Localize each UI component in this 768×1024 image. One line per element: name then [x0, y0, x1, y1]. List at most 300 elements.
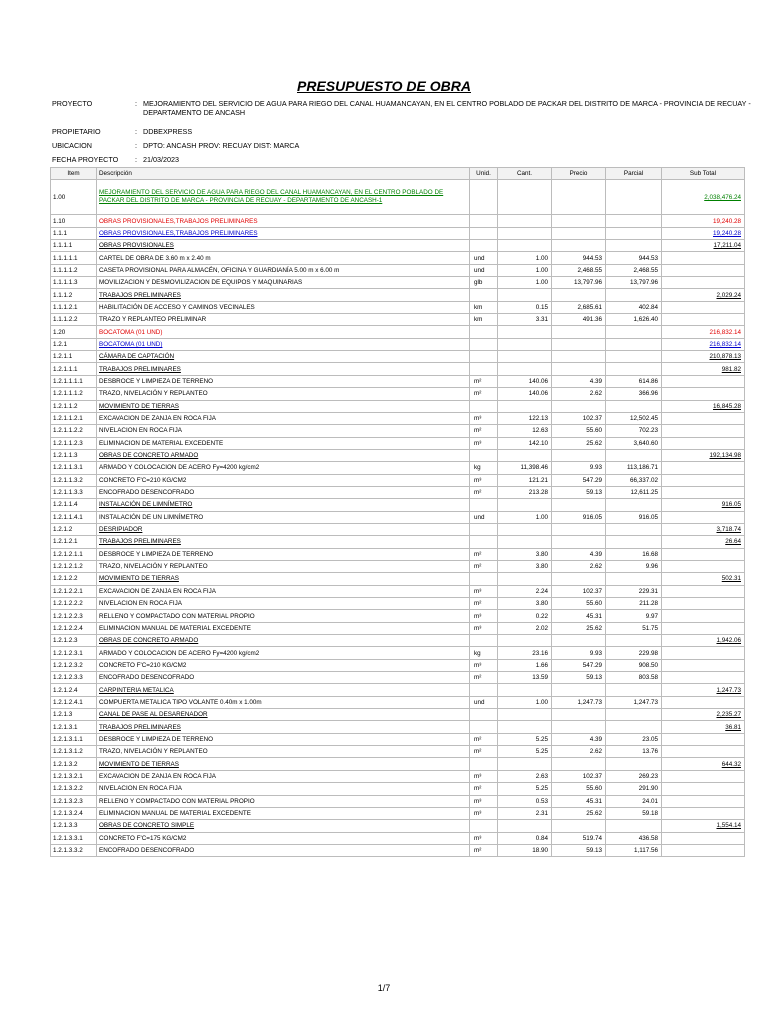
- cell-quantity: [498, 338, 552, 350]
- cell-item: 1.2.1.1.4.1: [51, 511, 97, 523]
- meta-label: FECHA PROYECTO: [52, 155, 119, 164]
- cell-unit: [470, 635, 498, 647]
- document-title: PRESUPUESTO DE OBRA: [297, 78, 471, 94]
- table-row: [51, 820, 745, 832]
- table-row: [51, 844, 745, 856]
- cell-price: [552, 400, 606, 412]
- header-description: Descripción: [97, 168, 470, 180]
- cell-unit: [470, 400, 498, 412]
- table-row: [51, 301, 745, 313]
- cell-partial: [606, 573, 662, 585]
- cell-partial: [606, 215, 662, 227]
- cell-description: NIVELACION EN ROCA FIJA: [97, 598, 470, 610]
- table-row: [51, 610, 745, 622]
- cell-subtotal: [662, 585, 745, 597]
- cell-quantity: 23.16: [498, 647, 552, 659]
- meta-colon: :: [135, 155, 137, 164]
- cell-quantity: [498, 289, 552, 301]
- cell-subtotal: [662, 659, 745, 671]
- cell-price: [552, 758, 606, 770]
- cell-quantity: [498, 180, 552, 215]
- cell-unit: [470, 338, 498, 350]
- cell-price: 102.37: [552, 585, 606, 597]
- cell-description: TRAZO Y REPLANTEO PRELIMINAR: [97, 314, 470, 326]
- cell-partial: 59.18: [606, 807, 662, 819]
- cell-subtotal: 216,832.14: [662, 326, 745, 338]
- cell-item: 1.1.1.1.2: [51, 264, 97, 276]
- cell-description: CÁMARA DE CAPTACIÓN: [97, 351, 470, 363]
- meta-label: PROPIETARIO: [52, 127, 101, 136]
- cell-quantity: 2.31: [498, 807, 552, 819]
- cell-subtotal: 26.64: [662, 536, 745, 548]
- table-row: [51, 733, 745, 745]
- cell-quantity: 3.80: [498, 560, 552, 572]
- cell-item: 1.2.1.3.2.1: [51, 770, 97, 782]
- cell-partial: [606, 363, 662, 375]
- cell-quantity: 140.06: [498, 388, 552, 400]
- table-row: [51, 363, 745, 375]
- cell-subtotal: [662, 548, 745, 560]
- table-row: [51, 437, 745, 449]
- cell-price: [552, 338, 606, 350]
- cell-unit: [470, 499, 498, 511]
- cell-unit: [470, 227, 498, 239]
- cell-description: CONCRETO F'C=210 KG/CM2: [97, 474, 470, 486]
- cell-subtotal: [662, 733, 745, 745]
- cell-subtotal: [662, 301, 745, 313]
- cell-description: NIVELACION EN ROCA FIJA: [97, 783, 470, 795]
- cell-unit: [470, 820, 498, 832]
- cell-partial: [606, 523, 662, 535]
- table-row: [51, 486, 745, 498]
- cell-unit: [470, 758, 498, 770]
- cell-price: 2.62: [552, 746, 606, 758]
- cell-subtotal: [662, 277, 745, 289]
- cell-partial: [606, 635, 662, 647]
- cell-price: [552, 709, 606, 721]
- header-price: Precio: [552, 168, 606, 180]
- table-row: [51, 560, 745, 572]
- cell-item: 1.2.1.1.2.3: [51, 437, 97, 449]
- cell-unit: m²: [470, 598, 498, 610]
- cell-description: MOVIMIENTO DE TIERRAS: [97, 400, 470, 412]
- cell-price: 9.93: [552, 462, 606, 474]
- cell-unit: m²: [470, 844, 498, 856]
- cell-quantity: 0.22: [498, 610, 552, 622]
- cell-item: 1.2.1.2.3: [51, 635, 97, 647]
- cell-description: ENCOFRADO DESENCOFRADO: [97, 844, 470, 856]
- cell-item: 1.2.1.2.2.4: [51, 622, 97, 634]
- cell-description: CARPINTERIA METALICA: [97, 684, 470, 696]
- table-row: [51, 277, 745, 289]
- cell-partial: 2,468.55: [606, 264, 662, 276]
- cell-unit: [470, 449, 498, 461]
- cell-subtotal: [662, 770, 745, 782]
- cell-partial: [606, 721, 662, 733]
- cell-quantity: 1.00: [498, 511, 552, 523]
- table-row: [51, 425, 745, 437]
- cell-unit: und: [470, 252, 498, 264]
- budget-table: [50, 167, 745, 857]
- table-row: [51, 635, 745, 647]
- cell-description: CONCRETO F'C=210 KG/CM2: [97, 659, 470, 671]
- cell-subtotal: [662, 560, 745, 572]
- cell-price: [552, 180, 606, 215]
- cell-subtotal: 19,240.28: [662, 227, 745, 239]
- cell-item: 1.1.1.2.1: [51, 301, 97, 313]
- cell-partial: 24.01: [606, 795, 662, 807]
- cell-partial: [606, 180, 662, 215]
- cell-subtotal: 2,235.27: [662, 709, 745, 721]
- cell-unit: m²: [470, 733, 498, 745]
- page-number: 1/7: [377, 983, 391, 993]
- cell-partial: 944.53: [606, 252, 662, 264]
- cell-price: 59.13: [552, 844, 606, 856]
- cell-description: ARMADO Y COLOCACION DE ACERO Fy=4200 kg/cm2: [97, 462, 470, 474]
- cell-subtotal: [662, 252, 745, 264]
- table-row: [51, 351, 745, 363]
- cell-unit: m³: [470, 807, 498, 819]
- cell-item: 1.2.1.1.2: [51, 400, 97, 412]
- cell-quantity: 13.59: [498, 672, 552, 684]
- cell-price: 55.60: [552, 598, 606, 610]
- cell-quantity: 140.06: [498, 375, 552, 387]
- cell-quantity: [498, 536, 552, 548]
- cell-price: 944.53: [552, 252, 606, 264]
- cell-item: 1.00: [51, 180, 97, 215]
- cell-description: OBRAS PROVISIONALES,TRABAJOS PRELIMINARES: [97, 215, 470, 227]
- cell-quantity: 1.00: [498, 277, 552, 289]
- cell-partial: 66,337.02: [606, 474, 662, 486]
- cell-subtotal: 981.82: [662, 363, 745, 375]
- cell-price: 2.62: [552, 388, 606, 400]
- cell-unit: m²: [470, 486, 498, 498]
- cell-quantity: [498, 721, 552, 733]
- cell-unit: m²: [470, 425, 498, 437]
- cell-item: 1.2.1.2.1.2: [51, 560, 97, 572]
- cell-partial: 402.84: [606, 301, 662, 313]
- cell-unit: m³: [470, 622, 498, 634]
- cell-subtotal: [662, 462, 745, 474]
- cell-quantity: 142.10: [498, 437, 552, 449]
- cell-price: [552, 499, 606, 511]
- cell-partial: 16.68: [606, 548, 662, 560]
- cell-partial: 229.98: [606, 647, 662, 659]
- cell-partial: [606, 326, 662, 338]
- cell-item: 1.2.1.1.4: [51, 499, 97, 511]
- table-row: [51, 598, 745, 610]
- cell-unit: m²: [470, 560, 498, 572]
- cell-unit: km: [470, 301, 498, 313]
- cell-unit: [470, 684, 498, 696]
- header-subtotal: Sub Total: [662, 168, 745, 180]
- cell-unit: [470, 721, 498, 733]
- cell-partial: 9.97: [606, 610, 662, 622]
- cell-description: TRAZO, NIVELACIÓN Y REPLANTEO: [97, 746, 470, 758]
- cell-price: 519.74: [552, 832, 606, 844]
- cell-description: TRAZO, NIVELACIÓN Y REPLANTEO: [97, 388, 470, 400]
- cell-subtotal: 210,878.13: [662, 351, 745, 363]
- cell-price: [552, 227, 606, 239]
- cell-description: INSTALACIÓN DE LIMNÍMETRO: [97, 499, 470, 511]
- cell-price: [552, 721, 606, 733]
- cell-subtotal: 216,832.14: [662, 338, 745, 350]
- table-row: [51, 659, 745, 671]
- cell-description: CONCRETO F'C=175 KG/CM2: [97, 832, 470, 844]
- cell-price: 547.29: [552, 659, 606, 671]
- cell-subtotal: 644.32: [662, 758, 745, 770]
- cell-quantity: [498, 523, 552, 535]
- cell-item: 1.2.1.2: [51, 523, 97, 535]
- cell-subtotal: [662, 622, 745, 634]
- cell-description: ENCOFRADO DESENCOFRADO: [97, 672, 470, 684]
- cell-item: 1.2.1.3.1.2: [51, 746, 97, 758]
- cell-subtotal: 916.05: [662, 499, 745, 511]
- cell-subtotal: 1,247.73: [662, 684, 745, 696]
- cell-partial: 211.28: [606, 598, 662, 610]
- table-row: [51, 499, 745, 511]
- cell-subtotal: [662, 486, 745, 498]
- cell-partial: 269.23: [606, 770, 662, 782]
- cell-quantity: 1.00: [498, 252, 552, 264]
- cell-item: 1.2.1.2.2.2: [51, 598, 97, 610]
- table-row: [51, 252, 745, 264]
- meta-colon: :: [135, 127, 137, 136]
- cell-quantity: 2.24: [498, 585, 552, 597]
- cell-item: 1.2.1.3: [51, 709, 97, 721]
- cell-subtotal: 1,942.06: [662, 635, 745, 647]
- cell-price: 25.62: [552, 622, 606, 634]
- cell-partial: [606, 351, 662, 363]
- cell-partial: [606, 758, 662, 770]
- table-row: [51, 180, 745, 215]
- header-quantity: Cant.: [498, 168, 552, 180]
- cell-partial: 51.75: [606, 622, 662, 634]
- cell-item: 1.2.1.3.2.2: [51, 783, 97, 795]
- cell-price: 4.39: [552, 375, 606, 387]
- cell-description: OBRAS PROVISIONALES,TRABAJOS PRELIMINARES: [97, 227, 470, 239]
- cell-item: 1.2.1.1.3.2: [51, 474, 97, 486]
- cell-subtotal: [662, 598, 745, 610]
- cell-partial: [606, 289, 662, 301]
- cell-item: 1.1.1.1: [51, 240, 97, 252]
- cell-description: BOCATOMA (01 UND): [97, 326, 470, 338]
- cell-subtotal: [662, 647, 745, 659]
- cell-quantity: [498, 573, 552, 585]
- cell-description: OBRAS DE CONCRETO ARMADO: [97, 635, 470, 647]
- cell-price: 25.62: [552, 807, 606, 819]
- cell-unit: km: [470, 314, 498, 326]
- cell-subtotal: [662, 437, 745, 449]
- table-row: [51, 474, 745, 486]
- cell-unit: m²: [470, 672, 498, 684]
- cell-description: CASETA PROVISIONAL PARA ALMACÉN, OFICINA Y GUARDIANÍA 5.00 m x 6.00 m: [97, 264, 470, 276]
- cell-unit: [470, 351, 498, 363]
- cell-quantity: 213.28: [498, 486, 552, 498]
- cell-description: CARTEL DE OBRA DE 3.60 m x 2.40 m: [97, 252, 470, 264]
- cell-item: 1.2.1.2.4: [51, 684, 97, 696]
- cell-subtotal: [662, 696, 745, 708]
- cell-subtotal: [662, 746, 745, 758]
- table-row: [51, 696, 745, 708]
- meta-colon: :: [135, 99, 137, 108]
- cell-quantity: 0.84: [498, 832, 552, 844]
- cell-quantity: 11,398.46: [498, 462, 552, 474]
- cell-description: OBRAS PROVISIONALES: [97, 240, 470, 252]
- cell-price: 55.60: [552, 425, 606, 437]
- cell-price: 102.37: [552, 412, 606, 424]
- cell-quantity: [498, 499, 552, 511]
- table-row: [51, 536, 745, 548]
- cell-subtotal: 502.31: [662, 573, 745, 585]
- cell-unit: m³: [470, 659, 498, 671]
- cell-unit: m²: [470, 783, 498, 795]
- cell-unit: [470, 215, 498, 227]
- cell-price: 4.39: [552, 733, 606, 745]
- cell-price: 45.31: [552, 610, 606, 622]
- cell-partial: 916.05: [606, 511, 662, 523]
- cell-partial: 702.23: [606, 425, 662, 437]
- table-row: [51, 746, 745, 758]
- cell-partial: [606, 499, 662, 511]
- table-row: [51, 585, 745, 597]
- cell-item: 1.1.1.2: [51, 289, 97, 301]
- table-row: [51, 672, 745, 684]
- cell-subtotal: [662, 783, 745, 795]
- table-row: [51, 240, 745, 252]
- cell-quantity: [498, 326, 552, 338]
- cell-unit: m³: [470, 795, 498, 807]
- cell-price: 547.29: [552, 474, 606, 486]
- cell-subtotal: [662, 832, 745, 844]
- cell-quantity: 5.25: [498, 733, 552, 745]
- cell-price: [552, 351, 606, 363]
- meta-value: 21/03/2023: [143, 155, 179, 164]
- cell-subtotal: [662, 375, 745, 387]
- cell-unit: [470, 709, 498, 721]
- cell-description: DESBROCE Y LIMPIEZA DE TERRENO: [97, 733, 470, 745]
- cell-unit: [470, 523, 498, 535]
- cell-subtotal: [662, 844, 745, 856]
- cell-unit: kg: [470, 462, 498, 474]
- cell-description: DESBROCE Y LIMPIEZA DE TERRENO: [97, 375, 470, 387]
- cell-partial: 13.76: [606, 746, 662, 758]
- cell-unit: kg: [470, 647, 498, 659]
- cell-description: MEJORAMIENTO DEL SERVICIO DE AGUA PARA RIEGO DEL CANAL HUAMANCAYAN, EN EL CENTRO POBLADO DE PACKAR DEL DISTRITO DE MARCA - PROVINCIA DE RECUAY - DEPARTAMENTO DE ANCASH-1: [97, 180, 470, 215]
- cell-item: 1.1.1.1.3: [51, 277, 97, 289]
- cell-item: 1.2.1.2.2.3: [51, 610, 97, 622]
- cell-unit: m³: [470, 585, 498, 597]
- cell-price: 102.37: [552, 770, 606, 782]
- header-partial: Parcial: [606, 168, 662, 180]
- cell-price: [552, 363, 606, 375]
- table-row: [51, 227, 745, 239]
- cell-item: 1.2.1.1: [51, 351, 97, 363]
- cell-unit: m²: [470, 375, 498, 387]
- cell-item: 1.20: [51, 326, 97, 338]
- table-row: [51, 622, 745, 634]
- cell-price: 55.60: [552, 783, 606, 795]
- cell-item: 1.2.1.3.2.4: [51, 807, 97, 819]
- cell-unit: [470, 180, 498, 215]
- cell-partial: 12,502.45: [606, 412, 662, 424]
- cell-partial: 23.05: [606, 733, 662, 745]
- cell-item: 1.10: [51, 215, 97, 227]
- cell-price: [552, 326, 606, 338]
- cell-partial: 13,797.96: [606, 277, 662, 289]
- cell-quantity: [498, 227, 552, 239]
- cell-price: 2,468.55: [552, 264, 606, 276]
- cell-description: ENCOFRADO DESENCOFRADO: [97, 486, 470, 498]
- cell-description: OBRAS DE CONCRETO ARMADO: [97, 449, 470, 461]
- cell-subtotal: [662, 412, 745, 424]
- cell-description: HABILITACIÓN DE ACCESO Y CAMINOS VECINALES: [97, 301, 470, 313]
- cell-description: CANAL DE PASE AL DESARENADOR: [97, 709, 470, 721]
- cell-price: [552, 449, 606, 461]
- cell-item: 1.1.1: [51, 227, 97, 239]
- table-row: [51, 511, 745, 523]
- cell-partial: 229.31: [606, 585, 662, 597]
- cell-subtotal: [662, 425, 745, 437]
- cell-partial: [606, 709, 662, 721]
- cell-price: 916.05: [552, 511, 606, 523]
- cell-description: MOVILIZACION Y DESMOVILIZACION DE EQUIPOS Y MAQUINARIAS: [97, 277, 470, 289]
- cell-unit: m³: [470, 412, 498, 424]
- cell-item: 1.2.1.2.2.1: [51, 585, 97, 597]
- cell-description: DESRIPIADOR: [97, 523, 470, 535]
- cell-partial: [606, 240, 662, 252]
- cell-description: ELIMINACION MANUAL DE MATERIAL EXCEDENTE: [97, 622, 470, 634]
- cell-description: TRABAJOS PRELIMINARES: [97, 721, 470, 733]
- budget-table-body: [51, 180, 745, 857]
- cell-subtotal: [662, 388, 745, 400]
- table-row: [51, 449, 745, 461]
- cell-item: 1.2.1.1.2.2: [51, 425, 97, 437]
- cell-item: 1.2.1.3.3.1: [51, 832, 97, 844]
- cell-quantity: [498, 351, 552, 363]
- cell-unit: m²: [470, 548, 498, 560]
- cell-partial: 803.58: [606, 672, 662, 684]
- cell-partial: 908.50: [606, 659, 662, 671]
- cell-quantity: 0.15: [498, 301, 552, 313]
- cell-subtotal: [662, 610, 745, 622]
- cell-price: 1,247.73: [552, 696, 606, 708]
- cell-description: DESBROCE Y LIMPIEZA DE TERRENO: [97, 548, 470, 560]
- cell-quantity: 3.80: [498, 598, 552, 610]
- cell-unit: und: [470, 696, 498, 708]
- cell-subtotal: 2,029.24: [662, 289, 745, 301]
- cell-price: [552, 635, 606, 647]
- cell-unit: m³: [470, 474, 498, 486]
- cell-price: 9.93: [552, 647, 606, 659]
- cell-price: 2.62: [552, 560, 606, 572]
- meta-value: DPTO: ANCASH PROV: RECUAY DIST: MARCA: [143, 141, 300, 150]
- table-row: [51, 215, 745, 227]
- cell-partial: 1,626.40: [606, 314, 662, 326]
- cell-partial: 436.58: [606, 832, 662, 844]
- cell-partial: 366.96: [606, 388, 662, 400]
- cell-item: 1.2.1.2.1.1: [51, 548, 97, 560]
- cell-subtotal: 19,240.28: [662, 215, 745, 227]
- cell-description: ARMADO Y COLOCACION DE ACERO Fy=4200 kg/cm2: [97, 647, 470, 659]
- cell-subtotal: 17,211.04: [662, 240, 745, 252]
- cell-item: 1.2.1.1.1.2: [51, 388, 97, 400]
- cell-unit: und: [470, 511, 498, 523]
- cell-item: 1.2.1.2.3.3: [51, 672, 97, 684]
- cell-description: RELLENO Y COMPACTADO CON MATERIAL PROPIO: [97, 795, 470, 807]
- cell-description: TRABAJOS PRELIMINARES: [97, 289, 470, 301]
- cell-price: [552, 240, 606, 252]
